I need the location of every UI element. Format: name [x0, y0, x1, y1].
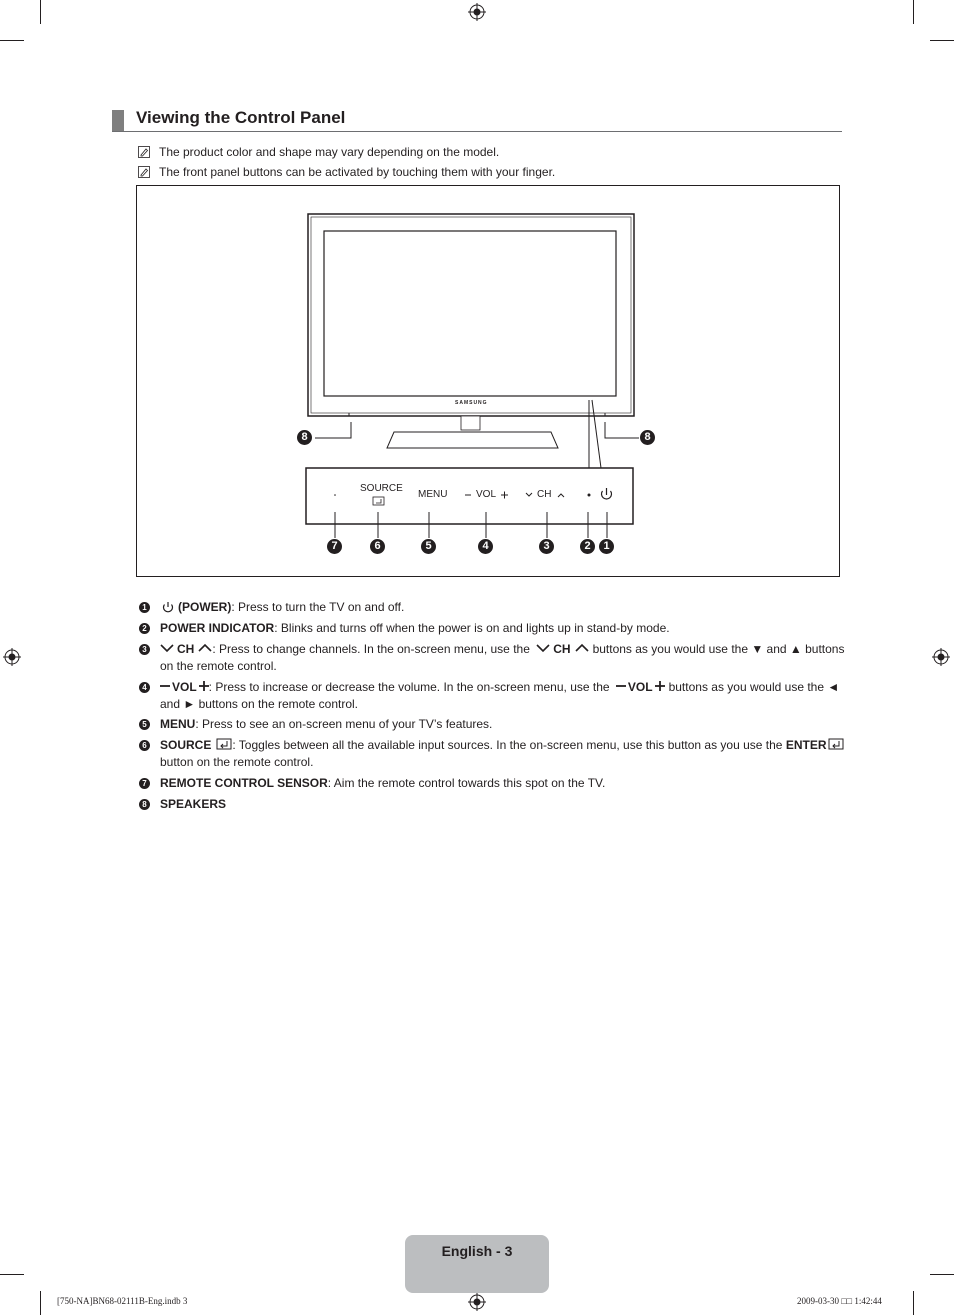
- list-item: [160, 641, 850, 675]
- brand-logo: SAMSUNG: [455, 400, 488, 406]
- item-term: CH: [553, 642, 571, 656]
- item-term: SOURCE: [160, 738, 212, 752]
- callout-2: 2: [580, 539, 595, 554]
- item-number: 7: [139, 778, 150, 789]
- crop-mark: [40, 1291, 41, 1315]
- registration-mark-icon: [468, 1293, 486, 1311]
- crop-mark: [40, 0, 41, 24]
- enter-icon: [828, 738, 844, 750]
- print-slug-right: 2009-03-30 □□ 1:42:44: [797, 1296, 882, 1306]
- panel-vol-label: VOL: [476, 489, 497, 500]
- callout-7: 7: [327, 539, 342, 554]
- minus-icon: [160, 681, 170, 691]
- callout-6: 6: [370, 539, 385, 554]
- list-item: [160, 796, 850, 813]
- callout-8-right: 8: [640, 430, 655, 445]
- item-number: 1: [139, 602, 150, 613]
- crop-mark: [930, 40, 954, 41]
- item-desc: button on the remote control.: [160, 755, 314, 769]
- list-item: [160, 737, 850, 771]
- item-desc: : Toggles between all the available input sources. In the on-screen menu, use this button as you use the: [232, 738, 783, 752]
- item-number: 5: [139, 719, 150, 730]
- source-icon: [216, 738, 232, 750]
- item-desc: : Press to see an on-screen menu of your TV’s features.: [195, 717, 493, 731]
- plus-icon: [199, 681, 209, 691]
- panel-source-label: SOURCE: [360, 483, 403, 494]
- crop-mark: [0, 1274, 24, 1275]
- chevron-up-icon: [575, 643, 589, 653]
- tv-illustration: [137, 186, 839, 576]
- chevron-down-icon: [536, 643, 550, 653]
- note-line: [138, 165, 555, 179]
- list-item: [160, 679, 850, 713]
- crop-mark: [0, 40, 24, 41]
- power-icon: [162, 601, 174, 613]
- item-term: CH: [177, 642, 195, 656]
- item-term: MENU: [160, 717, 196, 731]
- item-desc: : Press to change channels. In the on-screen menu, use the: [212, 642, 530, 656]
- heading-bar: [112, 110, 124, 132]
- item-number: 4: [139, 682, 150, 693]
- note-icon: [138, 166, 150, 178]
- item-term: REMOTE CONTROL SENSOR: [160, 776, 328, 790]
- plus-icon: [655, 681, 665, 691]
- note-line: [138, 145, 499, 159]
- panel-menu-label: MENU: [418, 489, 448, 500]
- crop-mark: [930, 1274, 954, 1275]
- registration-mark-icon: [3, 648, 21, 666]
- panel-ch-label: CH: [537, 489, 552, 500]
- item-desc: buttons as you would use the ◄ and ► buttons on the remote control.: [160, 680, 840, 711]
- page-title: Viewing the Control Panel: [136, 108, 346, 127]
- crop-mark: [913, 0, 914, 24]
- list-item: [160, 775, 850, 792]
- control-panel-figure: [136, 185, 840, 577]
- item-desc: buttons as you would use the ▼ and ▲ buttons on the remote control.: [160, 642, 845, 673]
- chevron-down-icon: [160, 643, 174, 653]
- registration-mark-icon: [468, 3, 486, 21]
- item-term: (POWER): [178, 600, 232, 614]
- item-number: 2: [139, 623, 150, 634]
- chevron-up-icon: [198, 643, 212, 653]
- heading-rule: [112, 131, 842, 132]
- item-term: VOL: [172, 680, 197, 694]
- item-term: SPEAKERS: [160, 797, 227, 811]
- callout-8-left: 8: [297, 430, 312, 445]
- item-number: 3: [139, 644, 150, 655]
- callout-5: 5: [421, 539, 436, 554]
- callout-1: 1: [599, 539, 614, 554]
- item-desc: : Press to turn the TV on and off.: [231, 600, 405, 614]
- note-text: The front panel buttons can be activated by touching them with your finger.: [159, 165, 556, 179]
- item-number: 8: [139, 799, 150, 810]
- minus-icon: [616, 681, 626, 691]
- item-term: POWER INDICATOR: [160, 621, 275, 635]
- note-text: The product color and shape may vary depending on the model.: [159, 145, 500, 159]
- crop-mark: [913, 1291, 914, 1315]
- list-item: [160, 716, 850, 733]
- item-desc: : Aim the remote control towards this spot on the TV.: [327, 776, 606, 790]
- list-item: [160, 620, 850, 637]
- item-term: ENTER: [785, 738, 827, 752]
- callout-3: 3: [539, 539, 554, 554]
- item-desc: : Press to increase or decrease the volume. In the on-screen menu, use the: [208, 680, 610, 694]
- note-icon: [138, 146, 150, 158]
- page-number: English - 3: [441, 1243, 513, 1259]
- list-item: [160, 599, 850, 616]
- item-desc: : Blinks and turns off when the power is on and lights up in stand-by mode.: [274, 621, 670, 635]
- item-term: VOL: [627, 680, 653, 694]
- item-number: 6: [139, 740, 150, 751]
- registration-mark-icon: [932, 648, 950, 666]
- callout-4: 4: [478, 539, 493, 554]
- print-slug-left: [750-NA]BN68-02111B-Eng.indb 3: [57, 1296, 188, 1306]
